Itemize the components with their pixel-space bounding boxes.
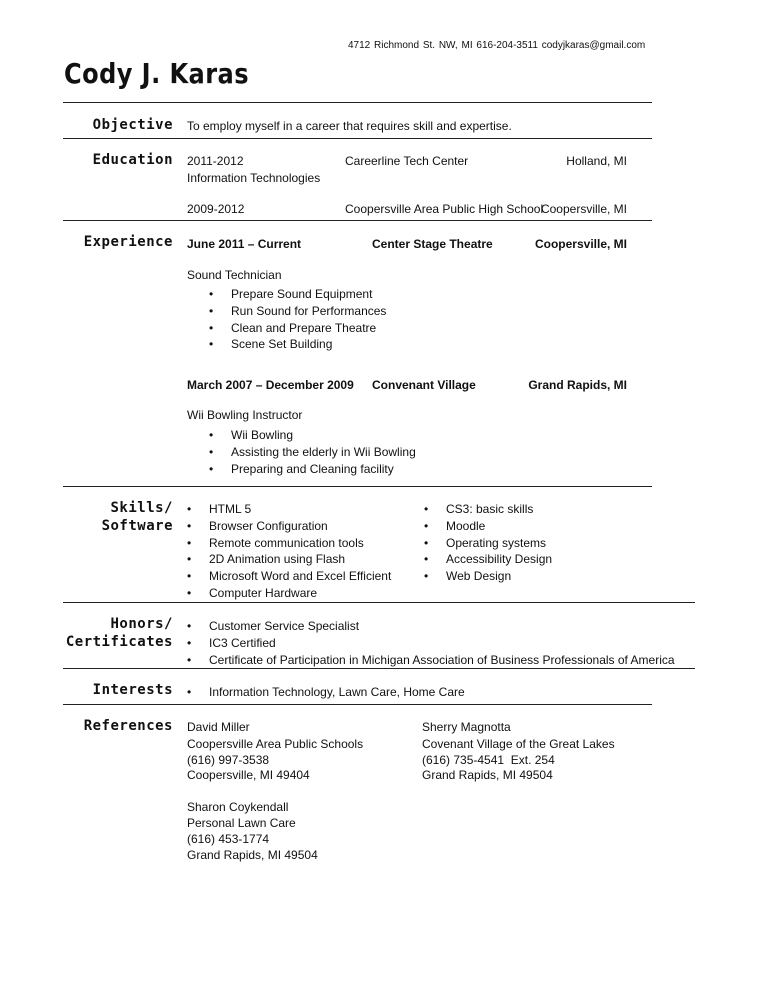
objective-text: To employ myself in a career that requires skill and expertise. <box>187 119 512 133</box>
job-employer: Center Stage Theatre <box>372 237 493 251</box>
experience-divider <box>63 486 652 487</box>
job-location: Coopersville, MI <box>534 237 627 251</box>
reference-phone: (616) 997-3538 <box>187 753 270 767</box>
reference-city: Coopersville, MI 49404 <box>187 768 310 782</box>
job-duties-list <box>187 286 386 353</box>
skills-list-left <box>187 501 391 602</box>
education-school: Coopersville Area Public High School <box>345 202 544 216</box>
list-item: • Wii Bowling <box>187 427 416 444</box>
job-title: Sound Technician <box>187 268 282 282</box>
reference-city: Grand Rapids, MI 49504 <box>187 848 318 862</box>
reference-organization: Covenant Village of the Great Lakes <box>422 737 615 751</box>
reference-phone: (616) 453-1774 <box>187 832 270 846</box>
list-item: • HTML 5 <box>187 501 391 518</box>
contact-line: 4712 Richmond St. NW, MI 616-204-3511 codyjkaras@gmail.com <box>348 40 646 51</box>
list-item: • Computer Hardware <box>187 585 391 602</box>
objective-heading: Objective <box>92 117 173 133</box>
list-item: • Web Design <box>424 568 552 585</box>
education-heading: Education <box>92 152 173 168</box>
list-item: • Browser Configuration <box>187 518 391 535</box>
references-heading: References <box>83 718 173 734</box>
honors-heading-line2: Certificates <box>65 634 173 650</box>
list-item: • Run Sound for Performances <box>187 303 386 320</box>
list-item: • Certificate of Participation in Michigan Association of Business Professionals of America <box>187 652 675 669</box>
list-item: • 2D Animation using Flash <box>187 551 391 568</box>
list-item: • IC3 Certified <box>187 635 675 652</box>
objective-divider <box>63 138 652 139</box>
list-item: • Information Technology, Lawn Care, Home Care <box>187 684 465 701</box>
honors-list <box>187 618 675 668</box>
honors-heading-line1: Honors/ <box>110 616 173 632</box>
education-years: 2009-2012 <box>187 202 245 216</box>
list-item: • Customer Service Specialist <box>187 618 675 635</box>
education-years: 2011-2012 <box>187 154 244 168</box>
job-title: Wii Bowling Instructor <box>187 408 303 422</box>
list-item: • Clean and Prepare Theatre <box>187 320 386 337</box>
list-item: • Preparing and Cleaning facility <box>187 461 416 478</box>
skills-heading <box>102 499 173 535</box>
list-item: • Moodle <box>424 518 552 535</box>
list-item: • Remote communication tools <box>187 535 391 552</box>
job-dates: June 2011 – Current <box>187 237 302 251</box>
list-item: • Prepare Sound Equipment <box>187 286 386 303</box>
skills-list-right <box>424 501 552 585</box>
list-item: • Microsoft Word and Excel Efficient <box>187 568 391 585</box>
reference-phone: (616) 735-4541 Ext. 254 <box>422 753 555 767</box>
reference-city: Grand Rapids, MI 49504 <box>422 768 553 782</box>
reference-name: David Miller <box>187 720 250 734</box>
interests-heading: Interests <box>92 682 173 698</box>
list-item: • Operating systems <box>424 535 552 552</box>
list-item: • Assisting the elderly in Wii Bowling <box>187 444 416 461</box>
job-location: Grand Rapids, MI <box>528 378 627 392</box>
interests-divider <box>63 704 652 705</box>
list-item: • CS3: basic skills <box>424 501 552 518</box>
education-divider <box>63 220 652 221</box>
interests-list <box>187 684 465 701</box>
header-divider <box>63 102 652 103</box>
education-location: Coopersville, MI <box>540 202 627 216</box>
list-item: • Scene Set Building <box>187 336 386 353</box>
job-duties-list <box>187 427 416 477</box>
honors-heading <box>66 615 173 651</box>
reference-name: Sherry Magnotta <box>422 720 511 734</box>
job-employer: Convenant Village <box>372 378 476 392</box>
honors-divider <box>63 668 695 669</box>
education-location: Holland, MI <box>566 154 627 168</box>
skills-heading-line2: Software <box>101 518 173 534</box>
experience-heading: Experience <box>83 234 173 250</box>
education-program: Information Technologies <box>187 171 321 185</box>
job-dates: March 2007 – December 2009 <box>187 378 354 392</box>
reference-name: Sharon Coykendall <box>187 800 289 814</box>
education-school: Careerline Tech Center <box>345 154 469 168</box>
applicant-name: Cody J. Karas <box>64 57 249 90</box>
skills-divider <box>63 602 695 603</box>
skills-heading-line1: Skills/ <box>110 500 173 516</box>
reference-organization: Coopersville Area Public Schools <box>187 737 364 751</box>
list-item: • Accessibility Design <box>424 551 552 568</box>
reference-organization: Personal Lawn Care <box>187 816 296 830</box>
